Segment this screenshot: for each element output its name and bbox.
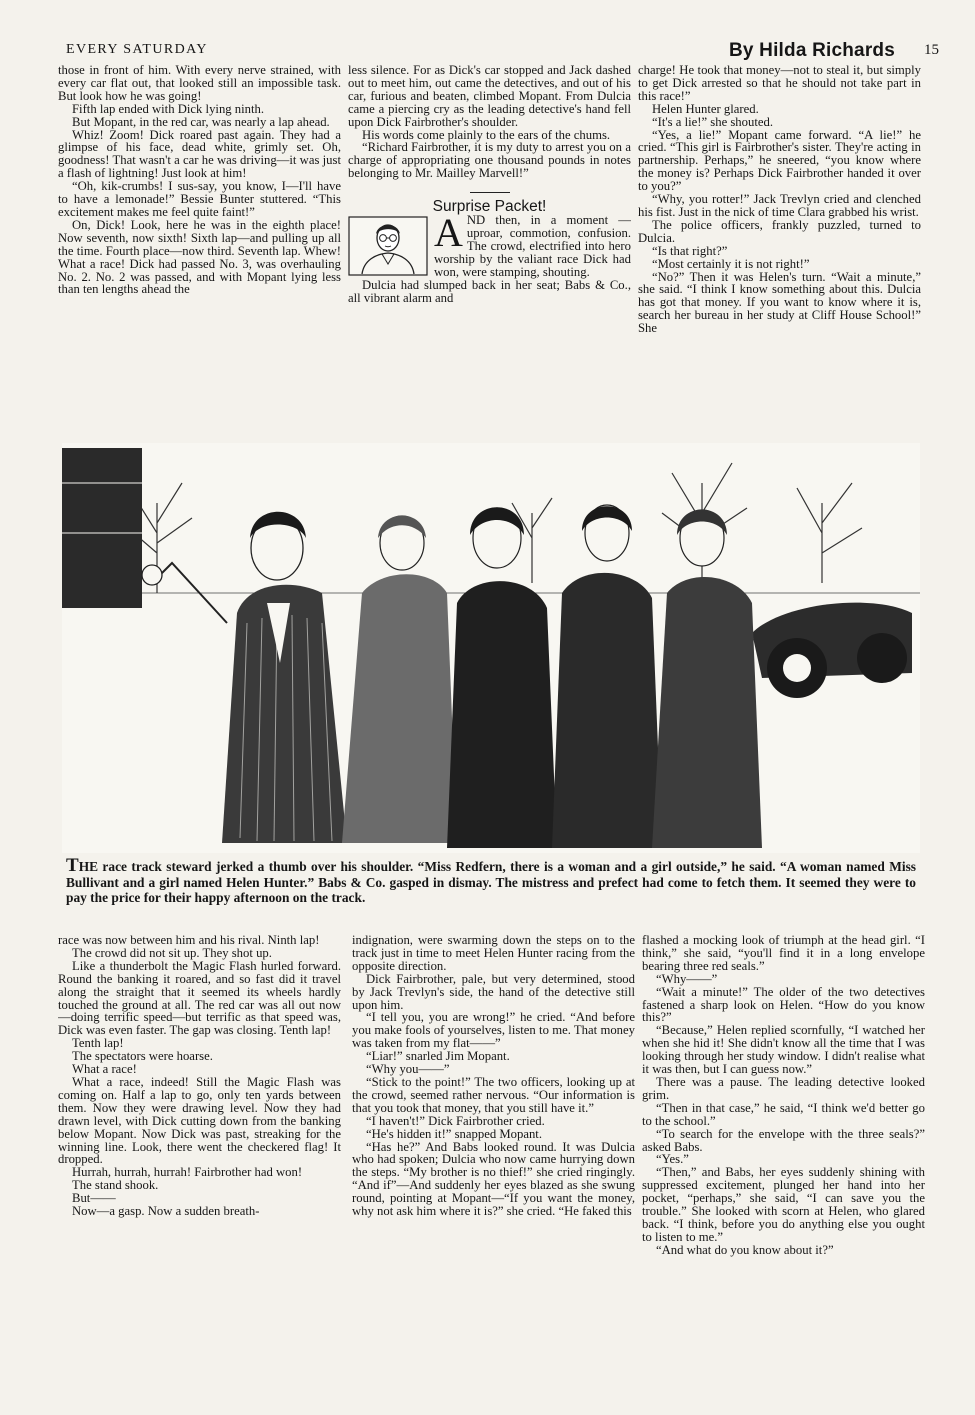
racetrack-scene-illustration [62, 443, 920, 853]
paragraph: Fifth lap ended with Dick lying ninth. [72, 101, 265, 116]
paragraph: Hurrah, hurrah, hurrah! Fairbrother had won! [72, 1165, 303, 1180]
paragraph: “It's a lie!” she shouted. [652, 114, 774, 129]
paragraph: “Then in that case,” he said, “I think we'd better go to the school.” [642, 1100, 925, 1128]
paragraph: “Yes.” [656, 1152, 689, 1167]
paragraph: What a race! [72, 1062, 137, 1077]
bottom-column-1 [58, 934, 341, 1404]
page-number: 15 [924, 42, 939, 58]
paragraph: But—— [72, 1191, 116, 1206]
drop-cap: A [434, 210, 463, 256]
paragraph: The police officers, frankly puzzled, turned to Dulcia. [638, 217, 921, 245]
section-subheading: Surprise Packet! [432, 198, 547, 216]
bottom-column-3 [642, 934, 925, 1404]
author-byline: By Hilda Richards [728, 40, 895, 61]
top-column-3 [638, 64, 921, 429]
paragraph: Now—a gasp. Now a sudden breath- [72, 1204, 260, 1219]
paragraph: “Richard Fairbrother, it is my duty to arrest you on a charge of appropriating one thousand pounds in notes belonging to Mr. Mailley Marvell!” [348, 140, 631, 181]
paragraph: Whiz! Zoom! Dick roared past again. They had a glimpse of his face, dead white, grimly set. Oh, goodness! That wasn't a car he was driving—it was just a flash of lightning! Just look at him! [58, 127, 341, 181]
paragraph: “Liar!” snarled Jim Mopant. [366, 1049, 510, 1064]
paragraph: “Yes, a lie!” Mopant came forward. “A lie!” he cried. “This girl is Fairbrother's sister. They're acting in partnership. Perhaps,” he sneered, “you know where the money is? Perhaps Dick Fairbrother handed it over to you?” [638, 127, 921, 194]
paragraph: Dulcia had slumped back in her seat; Babs & Co., all vibrant alarm and [348, 277, 631, 305]
paragraph: “Most certainly it is not right!” [652, 256, 810, 271]
paragraph: “Why, you rotter!” Jack Trevlyn cried and clenched his fist. Just in the nick of time Clara grabbed his wrist. [638, 192, 921, 219]
paragraph: Helen Hunter glared. [652, 101, 759, 116]
paragraph: race was now between him and his rival. Ninth lap! [58, 934, 320, 947]
paragraph: less silence. For as Dick's car stopped and Jack dashed out to meet him, out came the detectives, and out of his car, furious and beaten, climbed Mopant. From Dulcia came a piercing cry as the leading detective's hand fell upon Dick Fairbrother's shoulder. [348, 64, 631, 129]
paragraph: His words come plainly to the ears of the chums. [362, 127, 611, 142]
running-head [66, 40, 939, 66]
dropcap-paragraph [348, 210, 631, 279]
paragraph: “To search for the envelope with the three seals?” asked Babs. [642, 1126, 925, 1154]
caption-initial: T [66, 855, 79, 876]
paragraph: indignation, were swarming down the steps on to the track just in time to meet Helen Hunter racing from the opposite direction. [352, 934, 635, 973]
dropcap-text: ND then, in a moment —uproar, commotion, confusion. The crowd, electrified into hero worship by the valiant race Dick had won, were stamping, shouting. [434, 213, 631, 279]
paragraph: “Why you——” [366, 1062, 450, 1077]
paragraph: “Is that right?” [652, 243, 728, 258]
paragraph: “Wait a minute!” The older of the two detectives fastened a sharp look on Helen. “How do you know this?” [642, 984, 925, 1025]
author-portrait-icon [348, 216, 428, 276]
paragraph: charge! He took that money—not to steal it, but simply to get Dick arrested so that he should not take part in this race!” [638, 64, 921, 103]
top-column-2 [348, 64, 631, 429]
section-rule [470, 192, 510, 193]
magazine-title: EVERY SATURDAY [66, 42, 208, 57]
illustration-caption [66, 855, 916, 906]
paragraph: “Oh, kik-crumbs! I sus-say, you know, I—I'll have to have a lemonade!” Bessie Bunter stuttered. “This excitement makes me feel quite faint!” [58, 179, 341, 219]
paragraph: “And what do you know about it?” [656, 1242, 834, 1257]
paragraph: What a race, indeed! Still the Magic Flash was coming on. Half a lap to go, only ten yards between them. Now they were drawing level. Now they had drawn level, with Dick cutting down from the banking below Mopant. Now Dick was past, streaking for the winning line. Look, there went the checkered flag! It dropped. [58, 1074, 341, 1167]
paragraph: But Mopant, in the red car, was nearly a lap ahead. [72, 114, 330, 129]
bottom-column-2 [352, 934, 635, 1404]
paragraph: The spectators were hoarse. [72, 1049, 213, 1064]
paragraph: “I haven't!” Dick Fairbrother cried. [366, 1113, 545, 1128]
paragraph: “Because,” Helen replied scornfully, “I watched her when she hid it! She didn't know all the time that I was looking through her study window. I didn't realise what it was then, but I can guess now.” [642, 1023, 925, 1077]
paragraph: those in front of him. With every nerve strained, with every car flat out, that looked still an impossible task. But look how he was going! [58, 64, 341, 103]
paragraph: The crowd did not sit up. They shot up. [72, 945, 272, 960]
paragraph: “No?” Then it was Helen's turn. “Wait a minute,” she said. “I think I know something about this. Dulcia has got that money. If you want to know where it is, search her bureau in her study at Cliff House School!” She [638, 269, 921, 336]
paragraph: “Has he?” And Babs looked round. It was Dulcia who had spoken; Dulcia who now came hurrying down the steps. “My brother is no thief!” she cried ringingly. “And if”—And suddenly her eyes blazed as she swung round, pointing at Mopant—“If you want the money, why not ask him where it is?” she cried. “He faked this [352, 1139, 635, 1219]
paragraph: “He's hidden it!” snapped Mopant. [366, 1126, 542, 1141]
paragraph: Like a thunderbolt the Magic Flash hurled forward. Round the banking it roared, and so fast did it travel along the straight that it seemed its wheels hardly touched the ground at all. The red car was all out now—doing terrific speed—but terrific as that speed was, Dick was even faster. The gap was closing. Tenth lap! [58, 958, 341, 1038]
paragraph: “I tell you, you are wrong!” he cried. “And before you make fools of yourselves, listen to me. That money was taken from my flat——” [352, 1010, 635, 1051]
caption-text: HE race track steward jerked a thumb over his shoulder. “Miss Redfern, there is a woman and a girl outside,” he said. “A woman named Miss Bullivant and a girl named Helen Hunter.” Babs & Co. gasped in dismay. The mistress and prefect had come to fetch them. It seemed they were to pay the price for their happy afternoon on the track. [66, 859, 916, 906]
paragraph: “Then,” and Babs, her eyes suddenly shining with suppressed excitement, plunged her hand into her pocket, “perhaps,” she said, “I can save you the trouble.” She looked with scorn at Helen, who glared back. “I think, before you do anything else you ought to listen to me.” [642, 1165, 925, 1244]
paragraph: Dick Fairbrother, pale, but very determined, stood by Jack Trevlyn's side, the hand of the detective still upon him. [352, 971, 635, 1012]
paragraph: “Stick to the point!” The two officers, looking up at the crowd, seemed rather nervous. “Our information is that you took that money, that you still have it.” [352, 1074, 635, 1115]
paragraph: “Why——” [656, 971, 718, 986]
top-column-1 [58, 64, 341, 429]
paragraph: The stand shook. [72, 1178, 159, 1193]
paragraph: flashed a mocking look of triumph at the head girl. “I think,” she said, “you'll find it in a long envelope bearing three red seals.” [642, 934, 925, 973]
paragraph: On, Dick! Look, here he was in the eighth place! Now seventh, now sixth! Sixth lap—and pulling up all the time. Fourth place—now third. Seventh lap. Whew! What a race! Dick had passed No. 3, was overhauling No. 2. No. 2 was passed, and with Mopant lying less than ten lengths ahead the [58, 217, 341, 297]
paragraph: Tenth lap! [72, 1036, 124, 1051]
paragraph: There was a pause. The leading detective looked grim. [642, 1074, 925, 1102]
